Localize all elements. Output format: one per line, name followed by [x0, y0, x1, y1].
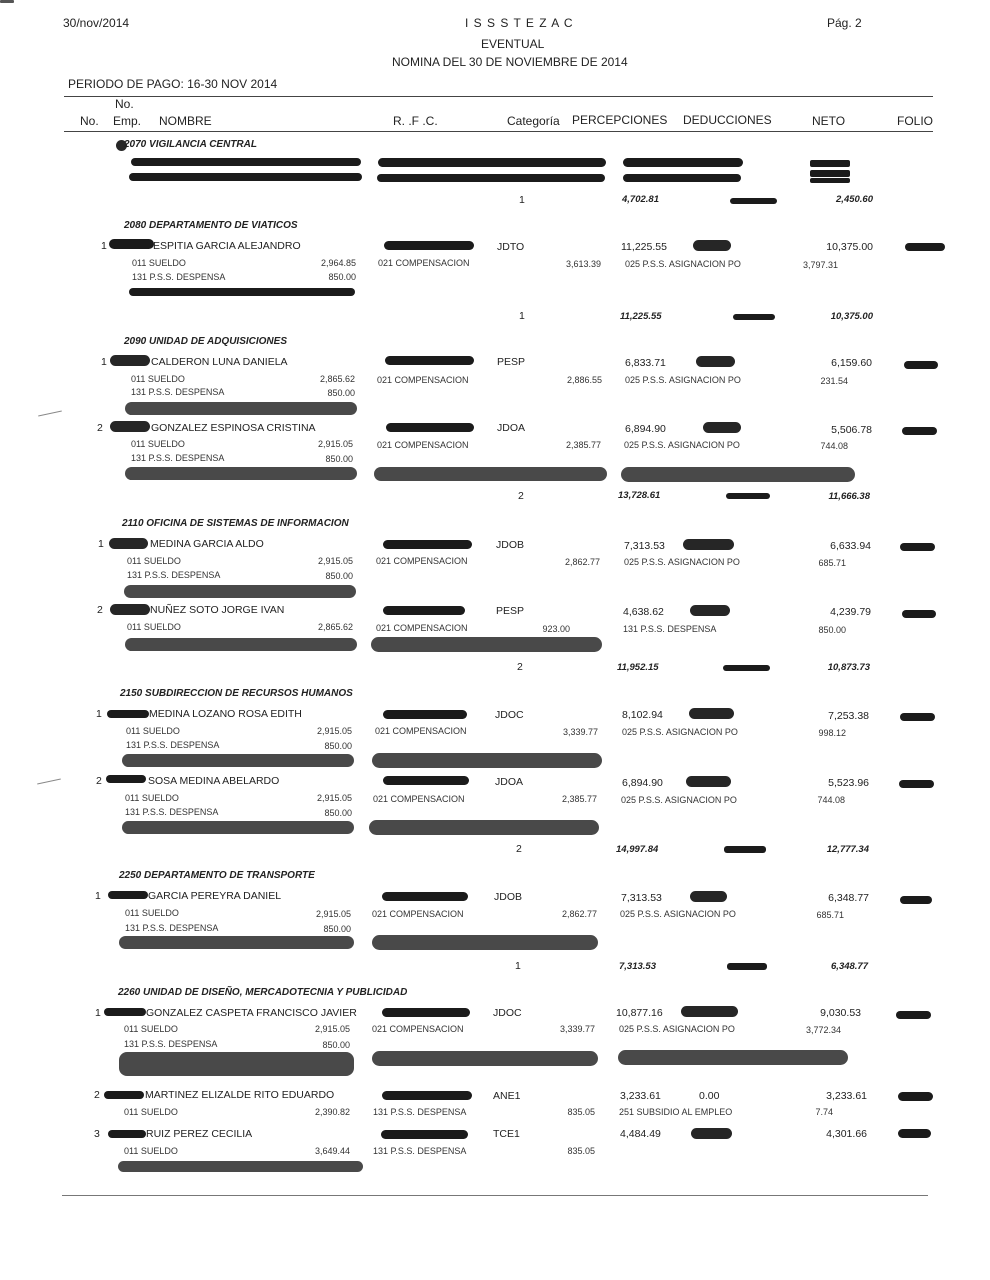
redaction-bar [386, 423, 474, 432]
employee-percepciones: 6,894.90 [622, 777, 663, 789]
redaction-bar [122, 821, 354, 834]
redaction-bar [119, 936, 354, 949]
redaction-bar [383, 776, 469, 785]
section-total-neto: 10,873.73 [827, 662, 870, 673]
footer-rule [62, 1195, 928, 1196]
redaction-bar [122, 754, 354, 767]
concept-label: 131 P.S.S. DESPENSA [127, 570, 221, 580]
concept-label: 021 COMPENSACION [375, 726, 467, 736]
scan-mark [0, 0, 14, 3]
concept-amount: 2,886.55 [566, 375, 602, 385]
employee-neto: 5,506.78 [831, 424, 872, 436]
col-folio: FOLIO [897, 114, 934, 128]
employee-neto: 3,233.61 [826, 1090, 867, 1102]
employee-number: 1 [101, 356, 107, 368]
redaction-bar [383, 540, 472, 549]
concept-amount: 2,390.82 [314, 1107, 350, 1117]
redaction-bar [372, 1051, 598, 1066]
concept-label: 011 SUELDO [124, 1107, 178, 1117]
employee-name: GONZALEZ ESPINOSA CRISTINA [151, 422, 316, 434]
concept-amount: 2,964.85 [320, 258, 356, 268]
section-count: 2 [516, 843, 522, 855]
section-count: 1 [519, 194, 525, 206]
employee-name: RUIZ PEREZ CECILIA [146, 1128, 253, 1140]
redaction-bar [119, 1052, 354, 1076]
redaction-bar [124, 585, 356, 598]
section-title: 2090 UNIDAD DE ADQUISICIONES [124, 336, 287, 347]
section-total-percepciones: 4,702.81 [622, 194, 659, 205]
section-total-percepciones: 14,997.84 [616, 844, 659, 855]
employee-category: JDOA [495, 776, 524, 788]
col-rfc: R. .F .C. [393, 114, 438, 128]
concept-amount: 923.00 [542, 624, 570, 634]
concept-label: 011 SUELDO [131, 439, 185, 449]
concept-label: 131 P.S.S. DESPENSA [131, 453, 225, 463]
employee-category: JDOC [495, 709, 524, 721]
scan-mark [38, 411, 62, 417]
redaction-bar [106, 775, 146, 783]
employee-category: JDOB [494, 891, 523, 903]
concept-amount: 2,915.05 [315, 909, 351, 919]
concept-label: 011 SUELDO [125, 908, 179, 918]
redaction-bar [900, 543, 935, 551]
redaction-bar [382, 892, 468, 901]
pay-period: PERIODO DE PAGO: 16-30 NOV 2014 [68, 77, 278, 91]
employee-percepciones: 4,484.49 [620, 1128, 661, 1140]
employee-neto: 6,633.94 [830, 540, 871, 552]
redaction-bar [810, 160, 850, 167]
employee-number: 1 [98, 538, 104, 550]
concept-amount: 231.54 [820, 376, 848, 386]
concept-label: 021 COMPENSACION [377, 375, 469, 385]
redaction-bar [378, 158, 606, 167]
employee-percepciones: 10,877.16 [616, 1007, 663, 1019]
redaction-bar [382, 1008, 470, 1017]
redaction-bar [621, 467, 855, 482]
section-total-neto: 6,348.77 [831, 961, 868, 972]
concept-label: 021 COMPENSACION [373, 794, 465, 804]
col-nombre: NOMBRE [159, 114, 212, 128]
redaction-bar [385, 356, 474, 365]
concept-label: 025 P.S.S. ASIGNACION PO [621, 795, 737, 805]
employee-category: JDOA [497, 422, 526, 434]
concept-amount: 7.74 [815, 1107, 833, 1117]
concept-label: 131 P.S.S. DESPENSA [373, 1107, 467, 1117]
concept-amount: 850.00 [322, 1040, 350, 1050]
redaction-bar [726, 493, 770, 499]
redaction-bar [129, 173, 362, 181]
concept-amount: 744.08 [820, 441, 848, 451]
concept-amount: 835.05 [567, 1107, 595, 1117]
redaction-bar [723, 665, 770, 671]
employee-percepciones: 6,833.71 [625, 357, 666, 369]
concept-label: 021 COMPENSACION [376, 623, 468, 633]
concept-label: 025 P.S.S. ASIGNACION PO [622, 727, 738, 737]
section-total-neto: 2,450.60 [836, 194, 873, 205]
concept-amount: 2,865.62 [319, 374, 355, 384]
employee-name: ESPITIA GARCIA ALEJANDRO [153, 240, 301, 252]
redaction-bar [110, 355, 150, 366]
columns-rule [64, 131, 933, 132]
employee-name: MEDINA LOZANO ROSA EDITH [149, 708, 302, 720]
concept-amount: 850.00 [323, 924, 351, 934]
col-deducciones: DEDUCCIONES [683, 113, 772, 127]
section-count: 1 [515, 960, 521, 972]
redaction-bar [730, 198, 777, 204]
concept-label: 025 P.S.S. ASIGNACION PO [625, 375, 741, 385]
employee-number: 1 [96, 708, 102, 720]
concept-label: 021 COMPENSACION [378, 258, 470, 268]
employee-name: CALDERON LUNA DANIELA [151, 356, 288, 368]
employee-neto: 6,348.77 [828, 892, 869, 904]
redaction-bar [902, 427, 937, 435]
redaction-bar [381, 1130, 468, 1139]
employee-neto: 5,523.96 [828, 777, 869, 789]
redaction-bar [110, 604, 150, 615]
redaction-bar [377, 174, 605, 182]
redaction-bar [131, 158, 361, 166]
section-total-neto: 12,777.34 [826, 844, 869, 855]
employee-name: SOSA MEDINA ABELARDO [148, 775, 280, 787]
section-total-percepciones: 11,225.55 [620, 311, 662, 322]
redaction-bar [683, 539, 734, 550]
concept-amount: 2,915.05 [316, 793, 352, 803]
employee-percepciones: 7,313.53 [624, 540, 665, 552]
redaction-bar [898, 1092, 933, 1101]
concept-amount: 2,862.77 [561, 909, 597, 919]
concept-amount: 850.00 [324, 741, 352, 751]
concept-amount: 2,862.77 [564, 557, 600, 567]
concept-amount: 835.05 [567, 1146, 595, 1156]
redaction-bar [696, 356, 735, 367]
redaction-bar [107, 710, 149, 718]
concept-amount: 3,649.44 [314, 1146, 350, 1156]
concept-label: 131 P.S.S. DESPENSA [125, 923, 219, 933]
redaction-bar [129, 288, 355, 296]
section-count: 2 [518, 490, 524, 502]
col-emp: Emp. [113, 114, 142, 128]
concept-label: 025 P.S.S. ASIGNACION PO [625, 259, 741, 269]
employee-number: 2 [97, 422, 103, 434]
employee-neto: 4,239.79 [830, 606, 871, 618]
redaction-bar [690, 605, 730, 616]
redaction-bar [727, 963, 767, 970]
concept-amount: 685.71 [818, 558, 846, 568]
concept-amount: 850.00 [327, 388, 355, 398]
concept-label: 011 SUELDO [124, 1024, 178, 1034]
redaction-bar [623, 174, 741, 182]
redaction-bar [690, 891, 727, 902]
redaction-bar [372, 935, 598, 950]
concept-amount: 998.12 [818, 728, 846, 738]
section-title: 2080 DEPARTAMENTO DE VIATICOS [124, 220, 298, 231]
redaction-bar [902, 610, 936, 618]
redaction-bar [900, 713, 935, 721]
redaction-bar [109, 538, 148, 549]
employee-percepciones: 4,638.62 [623, 606, 664, 618]
employee-category: TCE1 [493, 1128, 520, 1140]
employee-deducciones: 0.00 [699, 1090, 720, 1102]
section-total-neto: 10,375.00 [830, 311, 873, 322]
concept-label: 011 SUELDO [124, 1146, 178, 1156]
redaction-bar [369, 820, 599, 835]
employee-neto: 7,253.38 [828, 710, 869, 722]
concept-label: 131 P.S.S. DESPENSA [124, 1039, 218, 1049]
redaction-bar [899, 780, 934, 788]
concept-label: 011 SUELDO [127, 556, 181, 566]
employee-category: JDTO [497, 241, 525, 253]
concept-amount: 3,772.34 [805, 1025, 841, 1035]
concept-amount: 2,915.05 [316, 726, 352, 736]
redaction-bar [733, 314, 775, 320]
redaction-bar [125, 638, 357, 651]
employee-neto: 6,159.60 [831, 357, 872, 369]
redaction-bar [125, 402, 357, 415]
col-neto: NETO [812, 114, 846, 128]
section-total-percepciones: 7,313.53 [619, 961, 656, 972]
employee-neto: 10,375.00 [826, 241, 873, 253]
redaction-bar [384, 241, 474, 250]
redaction-bar [108, 891, 148, 899]
redaction-bar [896, 1011, 931, 1019]
concept-amount: 850.00 [328, 272, 356, 282]
concept-amount: 2,915.05 [317, 439, 353, 449]
employee-name: MEDINA GARCIA ALDO [150, 538, 264, 550]
concept-label: 131 P.S.S. DESPENSA [126, 740, 220, 750]
concept-label: 021 COMPENSACION [372, 909, 464, 919]
concept-label: 021 COMPENSACION [376, 556, 468, 566]
concept-amount: 744.08 [817, 795, 845, 805]
redaction-bar [693, 240, 731, 251]
header-rule [64, 96, 933, 97]
scan-mark [37, 779, 61, 785]
section-title: 2150 SUBDIRECCION DE RECURSOS HUMANOS [120, 688, 353, 699]
employee-category: PESP [497, 356, 526, 368]
concept-amount: 685.71 [816, 910, 844, 920]
redaction-bar [810, 178, 850, 183]
concept-label: 011 SUELDO [127, 622, 181, 632]
redaction-bar [681, 1006, 738, 1017]
concept-amount: 2,915.05 [314, 1024, 350, 1034]
section-title: 2260 UNIDAD DE DISEÑO, MERCADOTECNIA Y PUBLICIDAD [118, 987, 408, 998]
concept-label: 011 SUELDO [126, 726, 180, 736]
concept-amount: 850.00 [324, 808, 352, 818]
report-date: 30/nov/2014 [63, 16, 130, 30]
concept-amount: 850.00 [818, 625, 846, 635]
concept-amount: 850.00 [325, 571, 353, 581]
redaction-bar [382, 1091, 472, 1100]
redaction-bar [623, 158, 743, 167]
employee-category: ANE1 [493, 1090, 521, 1102]
concept-label: 131 P.S.S. DESPENSA [125, 807, 219, 817]
concept-amount: 2,385.77 [565, 440, 601, 450]
employee-percepciones: 7,313.53 [621, 892, 662, 904]
employee-name: MARTINEZ ELIZALDE RITO EDUARDO [145, 1089, 335, 1101]
redaction-bar [118, 1161, 363, 1172]
redaction-bar [108, 1130, 146, 1138]
section-total-percepciones: 11,952.15 [617, 662, 659, 673]
section-title: 2110 OFICINA DE SISTEMAS DE INFORMACION [122, 518, 349, 529]
concept-amount: 3,797.31 [802, 260, 838, 270]
concept-label: 131 P.S.S. DESPENSA [373, 1146, 467, 1156]
page-number: Pág. 2 [827, 16, 862, 30]
section-total-neto: 11,666.38 [828, 491, 870, 502]
employee-percepciones: 3,233.61 [620, 1090, 661, 1102]
col-percepciones: PERCEPCIONES [572, 113, 668, 127]
employee-neto: 4,301.66 [826, 1128, 867, 1140]
employee-number: 1 [101, 240, 107, 252]
org-name: I S S S T E Z A C [465, 16, 574, 30]
concept-amount: 850.00 [325, 454, 353, 464]
redaction-bar [110, 421, 150, 432]
redaction-bar [691, 1128, 732, 1139]
concept-label: 025 P.S.S. ASIGNACION PO [619, 1024, 735, 1034]
employee-percepciones: 6,894.90 [625, 423, 666, 435]
concept-label: 011 SUELDO [131, 374, 185, 384]
employee-number: 2 [94, 1089, 100, 1101]
concept-label: 131 P.S.S. DESPENSA [131, 387, 225, 397]
section-total-percepciones: 13,728.61 [618, 490, 661, 501]
col-no: No. [80, 114, 99, 128]
concept-label: 025 P.S.S. ASIGNACION PO [624, 440, 740, 450]
concept-label: 025 P.S.S. ASIGNACION PO [620, 909, 736, 919]
redaction-bar [374, 467, 607, 481]
employee-neto: 9,030.53 [820, 1007, 861, 1019]
concept-label: 131 P.S.S. DESPENSA [623, 624, 717, 634]
redaction-bar [703, 422, 741, 433]
concept-amount: 2,865.62 [317, 622, 353, 632]
redaction-bar [618, 1050, 848, 1065]
redaction-bar [104, 1008, 146, 1016]
concept-label: 021 COMPENSACION [372, 1024, 464, 1034]
section-count: 2 [517, 661, 523, 673]
employee-number: 2 [96, 775, 102, 787]
section-title: 2250 DEPARTAMENTO DE TRANSPORTE [119, 870, 315, 881]
employee-number: 1 [95, 890, 101, 902]
concept-label: 251 SUBSIDIO AL EMPLEO [619, 1107, 733, 1117]
redaction-bar [104, 1091, 144, 1099]
employee-category: PESP [496, 605, 525, 617]
employee-number: 3 [94, 1128, 100, 1140]
employee-number: 2 [97, 604, 103, 616]
concept-amount: 2,385.77 [561, 794, 597, 804]
redaction-bar [724, 846, 766, 853]
redaction-bar [904, 361, 938, 369]
redaction-bar [905, 243, 945, 251]
redaction-bar [109, 239, 154, 249]
employee-category: JDOC [493, 1007, 522, 1019]
redaction-bar [383, 710, 467, 719]
redaction-bar [383, 606, 465, 615]
concept-amount: 2,915.05 [317, 556, 353, 566]
employee-percepciones: 8,102.94 [622, 709, 663, 721]
employee-name: GONZALEZ CASPETA FRANCISCO JAVIER [146, 1007, 357, 1019]
redaction-bar [372, 753, 602, 768]
section-count: 1 [519, 310, 525, 322]
concept-label: 025 P.S.S. ASIGNACION PO [624, 557, 740, 567]
redaction-bar [689, 708, 734, 719]
col-no-top: No. [115, 97, 134, 111]
employee-category: JDOB [496, 539, 525, 551]
concept-amount: 3,339.77 [559, 1024, 595, 1034]
payroll-title: NOMINA DEL 30 DE NOVIEMBRE DE 2014 [392, 55, 628, 69]
concept-amount: 3,613.39 [565, 259, 601, 269]
employee-name: NUÑEZ SOTO JORGE IVAN [150, 604, 285, 616]
redaction-bar [810, 170, 850, 177]
employee-percepciones: 11,225.55 [621, 241, 667, 253]
employee-number: 1 [95, 1007, 101, 1019]
concept-amount: 3,339.77 [562, 727, 598, 737]
concept-label: 021 COMPENSACION [377, 440, 469, 450]
redaction-bar [900, 896, 932, 904]
concept-label: 011 SUELDO [125, 793, 179, 803]
redaction-bar [686, 776, 731, 787]
concept-label: 011 SUELDO [132, 258, 186, 268]
redaction-bar [371, 637, 602, 652]
col-categoria: Categoría [507, 114, 560, 128]
redaction-bar [898, 1129, 931, 1138]
concept-label: 131 P.S.S. DESPENSA [132, 272, 226, 282]
payroll-type: EVENTUAL [481, 37, 545, 51]
redaction-bar [125, 467, 357, 480]
employee-name: GARCIA PEREYRA DANIEL [148, 890, 282, 902]
section-title: 2070 VIGILANCIA CENTRAL [124, 139, 257, 150]
